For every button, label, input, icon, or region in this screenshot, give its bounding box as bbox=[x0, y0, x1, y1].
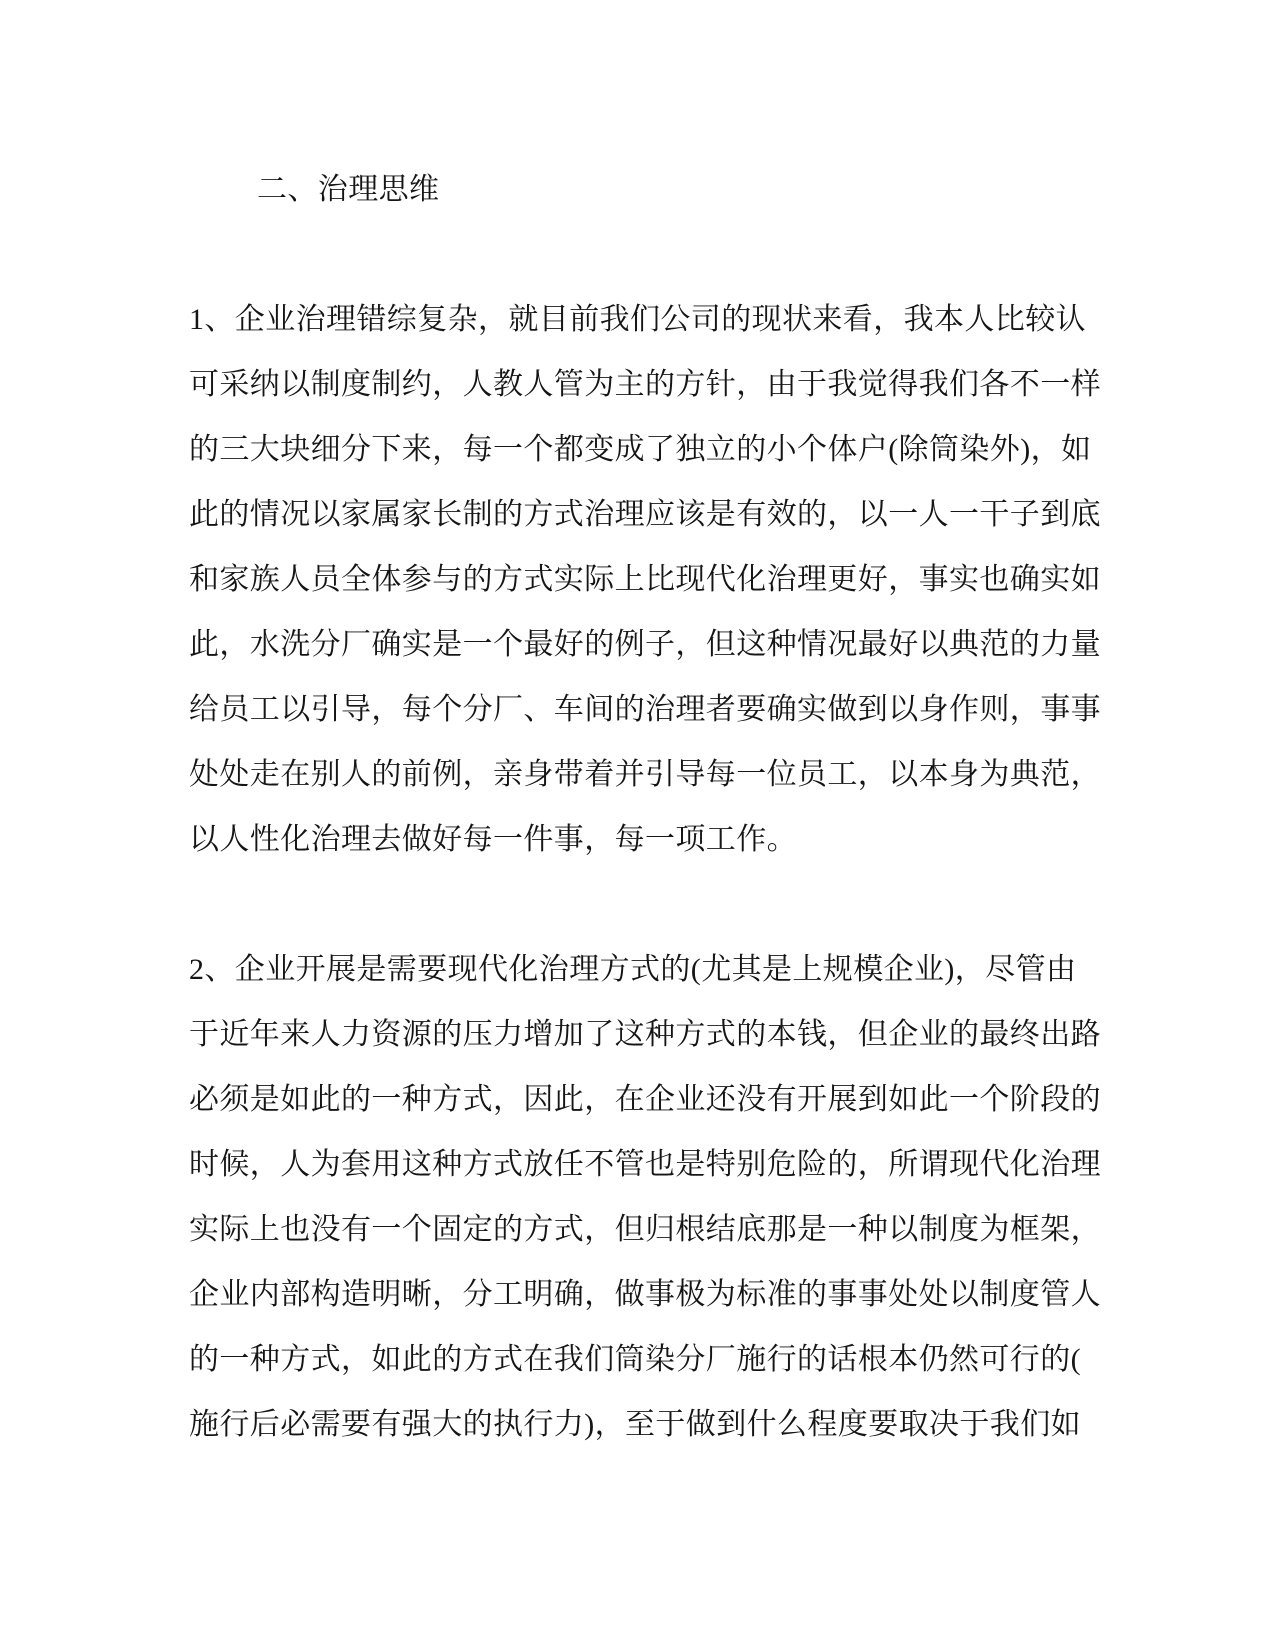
text-line: 实际上也没有一个固定的方式，但归根结底那是一种以制度为框架， bbox=[189, 1213, 1101, 1246]
text-line: 给员工以引导，每个分厂、车间的治理者要确实做到以身作则，事事 bbox=[189, 693, 1101, 726]
text-line: 施行后必需要有强大的执行力)，至于做到什么程度要取决于我们如 bbox=[189, 1408, 1081, 1441]
text-line: 企业内部构造明晰，分工明确，做事极为标准的事事处处以制度管人 bbox=[189, 1278, 1101, 1311]
text-line: 可采纳以制度制约，人教人管为主的方针，由于我觉得我们各不一样 bbox=[189, 368, 1101, 401]
paragraph bbox=[189, 287, 1149, 872]
text-line: 时候，人为套用这种方式放任不管也是特别危险的，所谓现代化治理 bbox=[189, 1148, 1101, 1181]
text-line: 以人性化治理去做好每一件事，每一项工作。 bbox=[189, 823, 797, 856]
document-body bbox=[189, 157, 1149, 1457]
text-line: 1、企业治理错综复杂，就目前我们公司的现状来看，我本人比较认 bbox=[189, 303, 1086, 336]
text-line: 的一种方式，如此的方式在我们筒染分厂施行的话根本仍然可行的( bbox=[189, 1343, 1081, 1376]
blank-line bbox=[189, 222, 1149, 287]
section-heading: 二、治理思维 bbox=[257, 173, 440, 206]
text-line: 必须是如此的一种方式，因此，在企业还没有开展到如此一个阶段的 bbox=[189, 1083, 1101, 1116]
text-line: 于近年来人力资源的压力增加了这种方式的本钱，但企业的最终出路 bbox=[189, 1018, 1101, 1051]
text-line: 和家族人员全体参与的方式实际上比现代化治理更好，事实也确实如 bbox=[189, 563, 1101, 596]
text-line: 2、企业开展是需要现代化治理方式的(尤其是上规模企业)，尽管由 bbox=[189, 953, 1077, 986]
text-line: 此的情况以家属家长制的方式治理应该是有效的，以一人一干子到底 bbox=[189, 498, 1101, 531]
blank-line bbox=[189, 872, 1149, 937]
text-line: 此，水洗分厂确实是一个最好的例子，但这种情况最好以典范的力量 bbox=[189, 628, 1101, 661]
paragraph bbox=[189, 937, 1149, 1457]
text-line: 处处走在别人的前例，亲身带着并引导每一位员工，以本身为典范， bbox=[189, 758, 1101, 791]
text-line: 的三大块细分下来，每一个都变成了独立的小个体户(除筒染外)，如 bbox=[189, 433, 1092, 466]
